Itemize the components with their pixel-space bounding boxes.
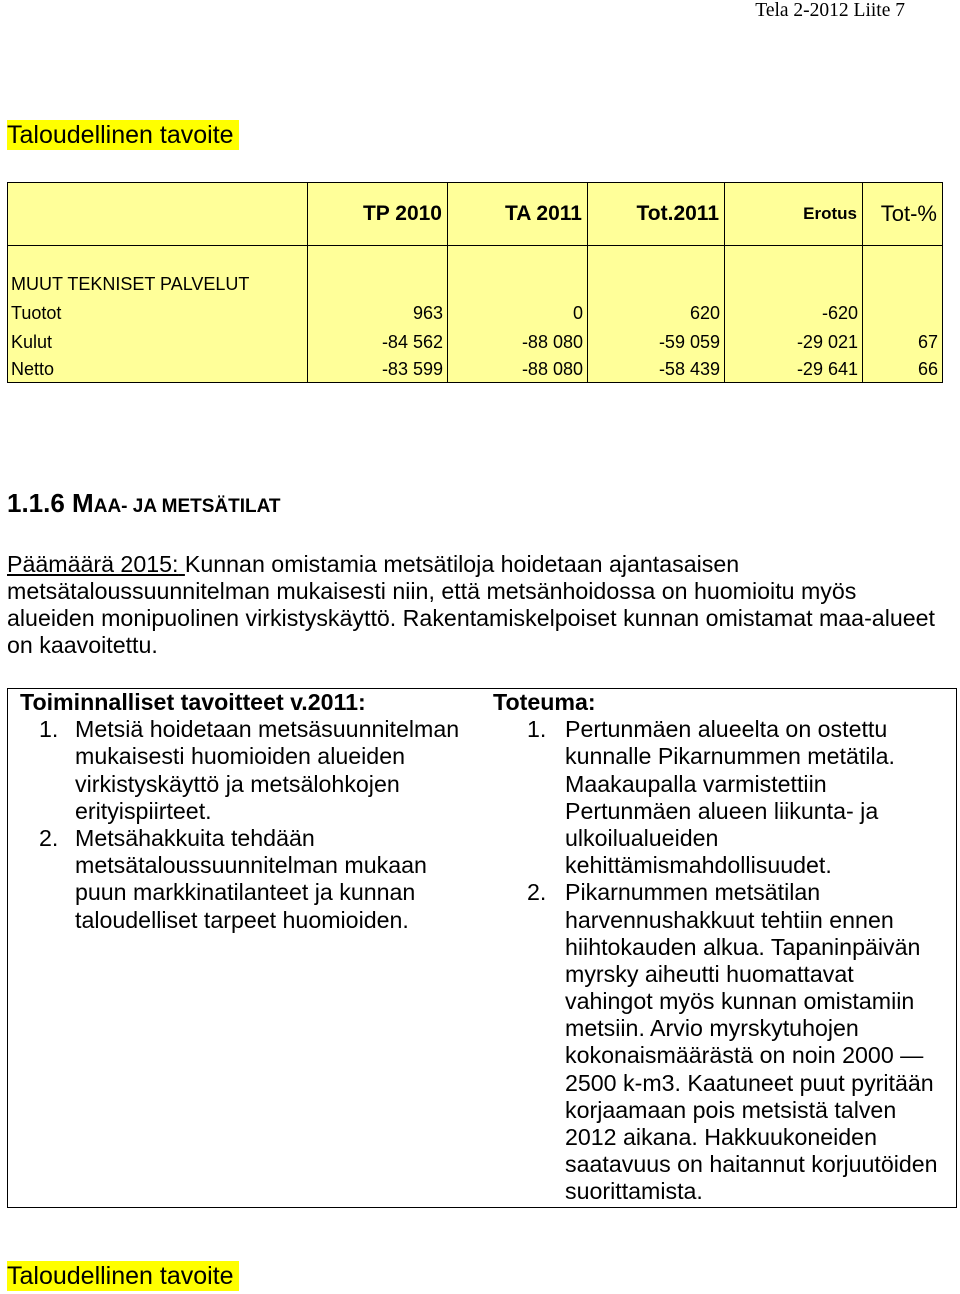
column-header-erotus: Erotus <box>725 183 863 246</box>
outcome-line: myrsky aiheutti huomattavat <box>565 960 854 987</box>
item-number: 1. <box>39 716 59 743</box>
outcome-line: Pertunmäen alueelta on ostettu <box>565 716 888 743</box>
empty-cell <box>308 269 448 298</box>
outcome-line: kehittämismahdollisuudet. <box>565 852 832 879</box>
cell-value: -29 641 <box>725 356 863 383</box>
column-header-tot-percent: Tot-% <box>863 183 943 246</box>
outcome-line: Maakaupalla varmistettiin <box>565 770 827 797</box>
outcome-line: 2012 aikana. Hakkuukoneiden <box>565 1124 877 1150</box>
cell-value: 66 <box>863 356 943 383</box>
cell-value: 0 <box>448 298 588 327</box>
goal-text-line: on kaavoitettu. <box>7 632 158 658</box>
section-title-cell: MUUT TEKNISET PALVELUT <box>8 269 308 298</box>
cell-value: -84 562 <box>308 327 448 356</box>
outcome-line: Pikarnummen metsätilan <box>565 879 821 906</box>
objectives-list <box>39 716 459 934</box>
objective-line: mukaisesti huomioiden alueiden <box>75 743 405 770</box>
objectives-header: Toiminnalliset tavoitteet v.2011: <box>20 689 366 715</box>
goal-paragraph <box>7 551 935 659</box>
outcome-line: ulkoilualueiden <box>565 824 719 851</box>
outcome-item <box>527 879 938 1205</box>
goal-text: Kunnan omistamia metsätiloja hoidetaan ajantasaisen <box>184 551 740 577</box>
finance-table <box>7 182 943 383</box>
empty-cell <box>863 298 943 327</box>
column-header-ta-2011: TA 2011 <box>448 183 588 246</box>
financial-goal-heading-bottom: Taloudellinen tavoite <box>7 1261 239 1291</box>
cell-value: 67 <box>863 327 943 356</box>
section-heading <box>7 486 281 525</box>
item-number: 2. <box>527 879 547 906</box>
goal-text-line: alueiden monipuolinen virkistyskäyttö. Rakentamiskelpoiset kunnan omistamat maa-alueet <box>7 605 935 631</box>
objectives-outcomes-box <box>7 688 957 1208</box>
outcome-line: kunnalle Pikarnummen metätila. <box>565 743 895 770</box>
objective-line: Metsiä hoidetaan metsäsuunnitelman <box>75 716 460 743</box>
section-number: 1.1.6 <box>7 488 65 518</box>
table-row-netto <box>8 356 943 383</box>
table-row-kulut <box>8 327 943 356</box>
empty-cell <box>448 246 588 270</box>
empty-cell <box>863 246 943 270</box>
empty-cell <box>863 269 943 298</box>
objective-line: puun markkinatilanteet ja kunnan <box>75 879 416 906</box>
objective-line: metsätaloussuunnitelman mukaan <box>75 852 427 879</box>
cell-value: -59 059 <box>588 327 725 356</box>
cell-value: -88 080 <box>448 327 588 356</box>
objective-line: virkistyskäyttö ja metsälohkojen <box>75 770 400 797</box>
financial-goal-heading-top: Taloudellinen tavoite <box>7 120 239 150</box>
table-row-tuotot <box>8 298 943 327</box>
cell-value: 620 <box>588 298 725 327</box>
column-header-tot-2011: Tot.2011 <box>588 183 725 246</box>
item-number: 1. <box>527 716 547 743</box>
objective-line: taloudelliset tarpeet huomioiden. <box>75 906 409 933</box>
outcome-line: suorittamista. <box>565 1178 703 1205</box>
column-header-tp-2010: TP 2010 <box>308 183 448 246</box>
header-label-cell <box>8 183 308 246</box>
cell-value: -29 021 <box>725 327 863 356</box>
empty-cell <box>725 246 863 270</box>
outcome-item <box>527 716 938 879</box>
cell-value: -58 439 <box>588 356 725 383</box>
empty-cell <box>588 246 725 270</box>
item-text <box>75 825 459 934</box>
outcome-line: harvennushakkuut tehtiin ennen <box>565 906 894 933</box>
goal-text-line: metsätaloussuunnitelman mukaisesti niin, että metsänhoidossa on huomioitu myös <box>7 578 857 604</box>
empty-cell <box>588 269 725 298</box>
empty-cell <box>8 246 308 270</box>
objective-line: Metsähakkuita tehdään <box>75 824 315 851</box>
cell-value: -83 599 <box>308 356 448 383</box>
item-text <box>565 879 938 1205</box>
cell-value: -620 <box>725 298 863 327</box>
outcome-line: 2500 k-m3. Kaatuneet puut pyritään <box>565 1069 934 1096</box>
page-reference: Tela 2-2012 Liite 7 <box>755 0 905 21</box>
row-label: Netto <box>8 356 308 383</box>
empty-cell <box>308 246 448 270</box>
goal-label: Päämäärä 2015: <box>7 551 179 577</box>
section-title-rest: AA- JA METSÄTILAT <box>93 496 281 517</box>
empty-cell <box>448 269 588 298</box>
outcome-line: metsiin. Arvio myrskytuhojen <box>565 1015 859 1042</box>
outcome-line: Pertunmäen alueen liikunta- ja <box>565 797 879 824</box>
outcomes-header: Toteuma: <box>493 689 596 715</box>
section-title-initial: M <box>72 488 94 518</box>
item-text <box>75 716 459 825</box>
outcome-line: hiihtokauden alkua. Tapaninpäivän <box>565 933 921 960</box>
outcome-line: kokonaismäärästä on noin 2000 — <box>565 1042 924 1069</box>
outcome-line: saatavuus on haitannut korjuutöiden <box>565 1151 938 1178</box>
objective-item <box>39 825 459 934</box>
empty-cell <box>725 269 863 298</box>
cell-value: 963 <box>308 298 448 327</box>
table-section-row <box>8 269 943 298</box>
goal-text-line <box>7 551 935 578</box>
row-label: Kulut <box>8 327 308 356</box>
objective-item <box>39 716 459 825</box>
item-text <box>565 716 938 879</box>
cell-value: -88 080 <box>448 356 588 383</box>
table-spacer-row <box>8 246 943 270</box>
outcome-line: korjaamaan pois metsistä talven <box>565 1096 897 1123</box>
item-number: 2. <box>39 824 59 851</box>
row-label: Tuotot <box>8 298 308 327</box>
objective-line: erityispiirteet. <box>75 797 212 824</box>
table-header-row <box>8 183 943 246</box>
outcome-line: vahingot myös kunnan omistamiin <box>565 988 915 1015</box>
outcomes-list <box>527 716 938 1205</box>
